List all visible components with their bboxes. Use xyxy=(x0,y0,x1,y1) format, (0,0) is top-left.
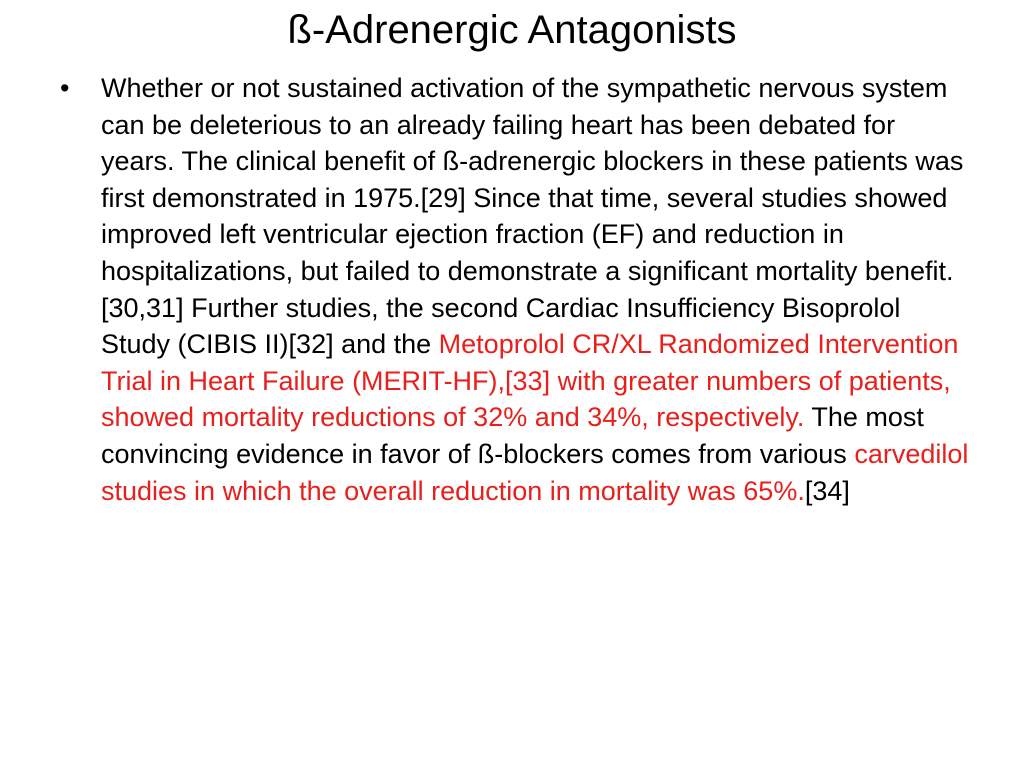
bullet-text xyxy=(101,73,968,506)
text-segment: Whether or not sustained activation of the sympathetic nervous system can be deleterious to an already failing heart has been debated for years. The clinical benefit of ß-adrenergic blockers in these patients was first demonstrated in 1975.[29] Since that time, several studies showed improved left ventricular ejection fraction (EF) and reduction in hospitalizations, but failed to demonstrate a significant mortality benefit.[30,31] Further studies, the second Cardiac Insufficiency Bisoprolol Study (CIBIS II)[32] and the xyxy=(101,73,964,360)
bullet-point xyxy=(60,70,975,509)
text-segment: The most convincing evidence in favor of ß-blockers comes from various xyxy=(101,402,924,469)
highlighted-text-segment: carvedilol studies in which the overall reduction in mortality was 65%. xyxy=(101,438,969,506)
citation-text: [34] xyxy=(804,475,850,506)
slide-title: ß-Adrenergic Antagonists xyxy=(287,8,737,52)
bullet-icon: • xyxy=(60,73,70,103)
slide-content xyxy=(60,70,975,509)
highlighted-text-segment: Metoprolol CR/XL Randomized Intervention Trial in Heart Failure (MERIT-HF),[33] with greater numbers of patients, showed mortality reductions of 32% and 34%, respectively. xyxy=(101,329,959,433)
